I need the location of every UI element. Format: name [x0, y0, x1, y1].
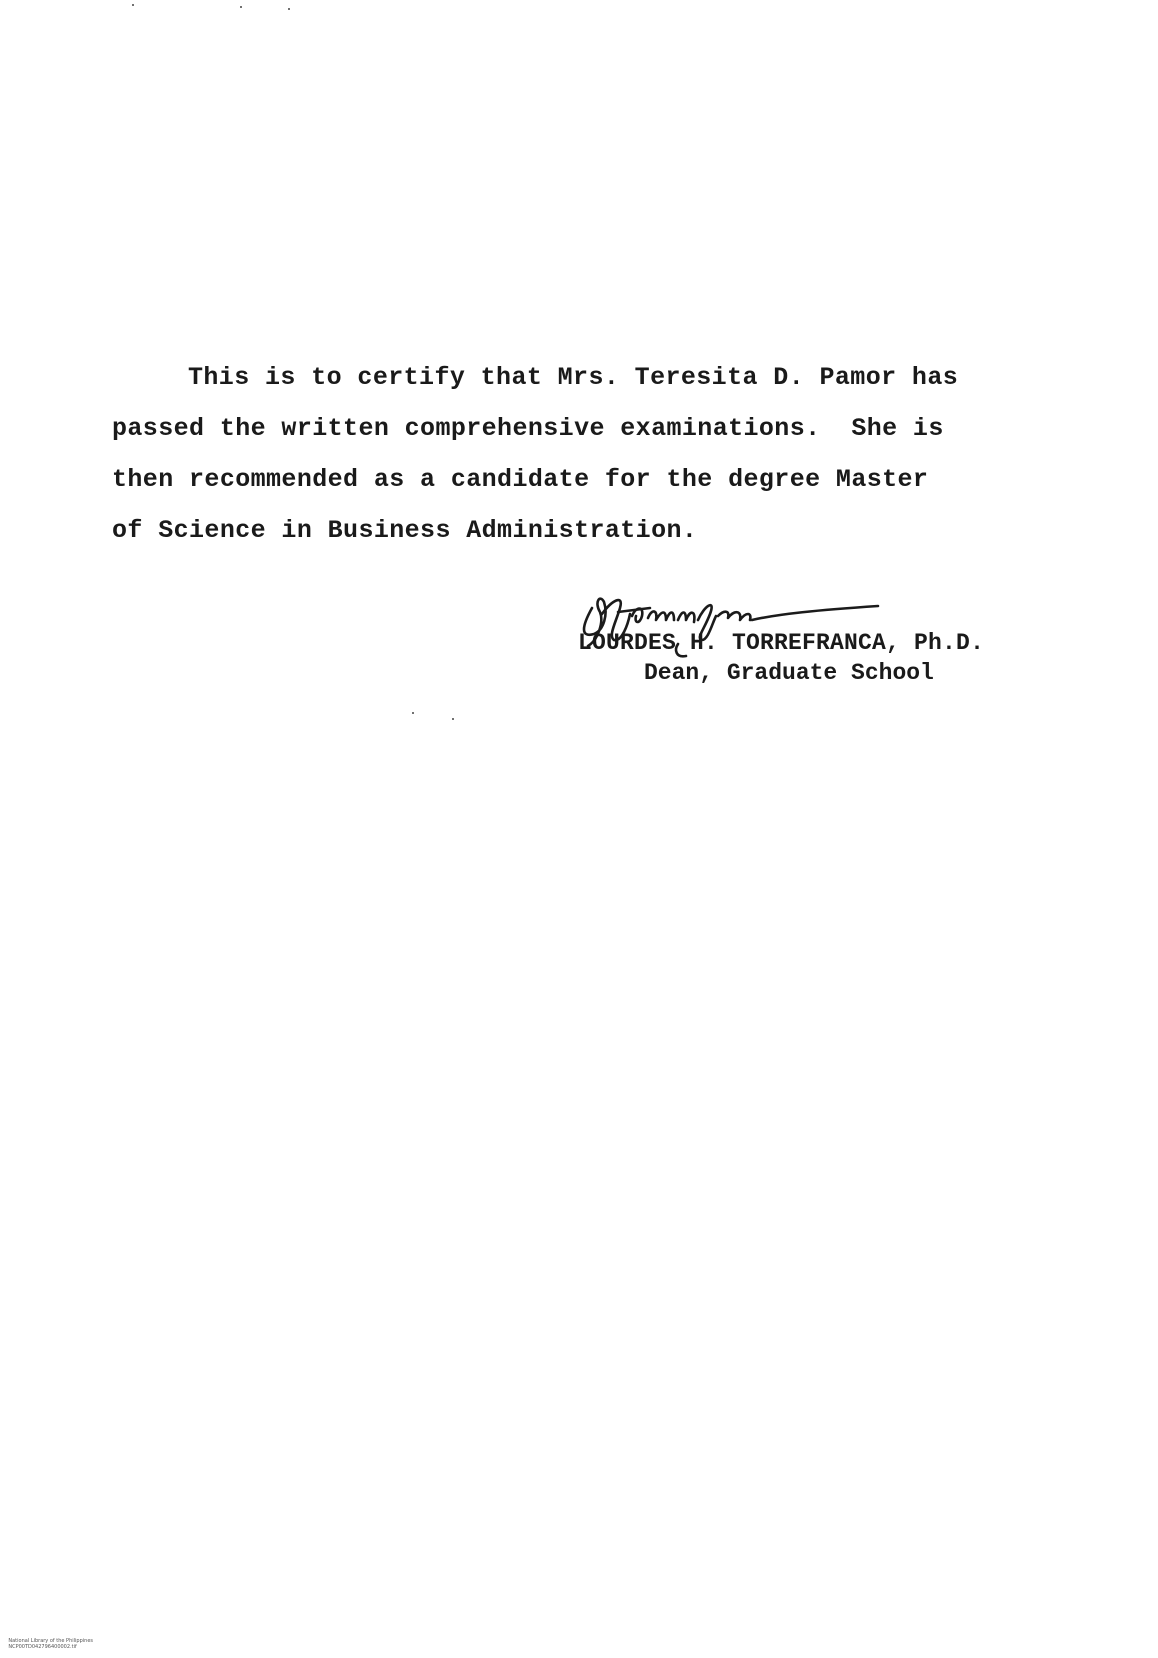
certificate-line: then recommended as a candidate for the degree Master	[112, 465, 929, 494]
scan-speck	[452, 718, 454, 720]
scan-speck	[288, 8, 290, 10]
certificate-line: This is to certify that Mrs. Teresita D. Pamor has	[188, 363, 959, 392]
signature-block	[578, 580, 1038, 690]
scan-footer	[2, 1632, 107, 1656]
signatory-title: Dean, Graduate School	[644, 660, 934, 686]
scan-speck	[412, 712, 414, 714]
certificate-line: of Science in Business Administration.	[112, 516, 698, 545]
scan-speck	[132, 4, 134, 6]
certificate-line: passed the written comprehensive examinations. She is	[112, 414, 944, 443]
footer-library: National Library of the Philippines	[8, 1638, 93, 1644]
signatory-name: LOURDES H. TORREFRANCA, Ph.D.	[578, 630, 985, 656]
scan-speck	[240, 6, 242, 8]
footer-file: NCP00TD042796400002.tif	[8, 1644, 77, 1650]
certificate-body	[112, 352, 1012, 556]
